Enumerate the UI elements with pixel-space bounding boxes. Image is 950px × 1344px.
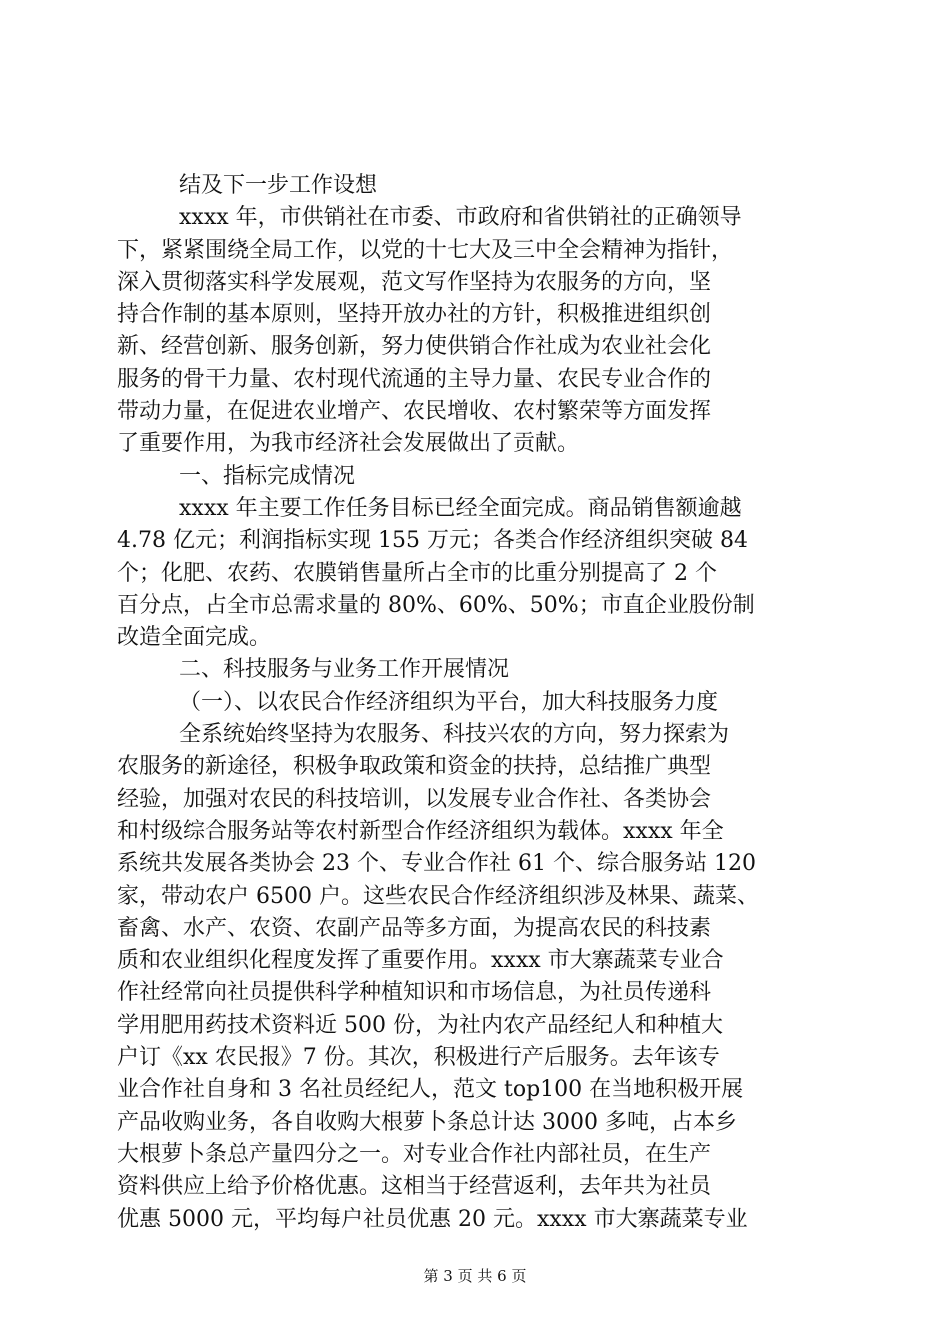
text-line: xxxx 年主要工作任务目标已经全面完成。商品销售额逾越: [179, 495, 742, 521]
text-line: 全系统始终坚持为农服务、科技兴农的方向，努力探索为: [179, 722, 730, 748]
text-line: xxxx 年，市供销社在市委、市政府和省供销社的正确领导: [179, 205, 742, 231]
text-line: 家，带动农户 6500 户。这些农民合作经济组织涉及林果、蔬菜、: [117, 883, 759, 909]
text-line: 持合作制的基本原则，坚持开放办社的方针，积极推进组织创: [117, 302, 712, 328]
text-line: 和村级综合服务站等农村新型合作经济组织为载体。xxxx 年全: [117, 818, 724, 844]
text-line: 百分点，占全市总需求量的 80%、60%、50%；市直企业股份制: [117, 592, 755, 618]
text-line: 个；化肥、农药、农膜销售量所占全市的比重分别提高了 2 个: [117, 560, 717, 586]
text-line: 结及下一步工作设想: [179, 173, 378, 198]
text-line: 畜禽、水产、农资、农副产品等多方面，为提高农民的科技素: [117, 915, 712, 941]
subsection-heading: （一）、以农民合作经济组织为平台，加大科技服务力度: [179, 689, 719, 715]
section-heading: 二、科技服务与业务工作开展情况: [179, 657, 510, 683]
section-heading: 一、指标完成情况: [179, 463, 356, 489]
page-number-footer: 第 3 页 共 6 页: [423, 1267, 527, 1285]
text-line: 学用肥用药技术资料近 500 份，为社内农产品经纪人和种植大: [117, 1012, 723, 1038]
text-line: 改造全面完成。: [117, 625, 272, 651]
document-body: [117, 170, 837, 1236]
text-line: 系统共发展各类协会 23 个、专业合作社 61 个、综合服务站 120: [117, 851, 756, 877]
text-line: 了重要作用，为我市经济社会发展做出了贡献。: [117, 431, 580, 457]
text-line: 经验，加强对农民的科技培训，以发展专业合作社、各类协会: [117, 786, 712, 812]
text-line: 4.78 亿元；利润指标实现 155 万元；各类合作经济组织突破 84: [117, 528, 748, 554]
text-line: 服务的骨干力量、农村现代流通的主导力量、农民专业合作的: [117, 366, 712, 392]
text-line: 下，紧紧围绕全局工作，以党的十七大及三中全会精神为指针，: [117, 237, 734, 263]
text-line: 优惠 5000 元，平均每户社员优惠 20 元。xxxx 市大寨蔬菜专业: [117, 1206, 748, 1232]
text-line: 质和农业组织化程度发挥了重要作用。xxxx 市大寨蔬菜专业合: [117, 948, 724, 974]
text-line: 农服务的新途径，积极争取政策和资金的扶持，总结推广典型: [117, 754, 712, 780]
text-line: 业合作社自身和 3 名社员经纪人，范文 top100 在当地积极开展: [117, 1077, 744, 1103]
text-line: 资料供应上给予价格优惠。这相当于经营返利，去年共为社员: [117, 1174, 712, 1200]
text-line: 产品收购业务，各自收购大根萝卜条总计达 3000 多吨，占本乡: [117, 1109, 737, 1135]
text-line: 作社经常向社员提供科学种植知识和市场信息，为社员传递科: [117, 980, 712, 1006]
text-line: 户订《xx 农民报》7 份。其次，积极进行产后服务。去年该专: [117, 1045, 720, 1071]
text-line: 带动力量，在促进农业增产、农民增收、农村繁荣等方面发挥: [117, 399, 712, 425]
text-line: 深入贯彻落实科学发展观，范文写作坚持为农服务的方向，坚: [117, 269, 712, 295]
text-line: 新、经营创新、服务创新，努力使供销合作社成为农业社会化: [117, 334, 712, 360]
text-line: 大根萝卜条总产量四分之一。对专业合作社内部社员，在生产: [117, 1141, 712, 1167]
